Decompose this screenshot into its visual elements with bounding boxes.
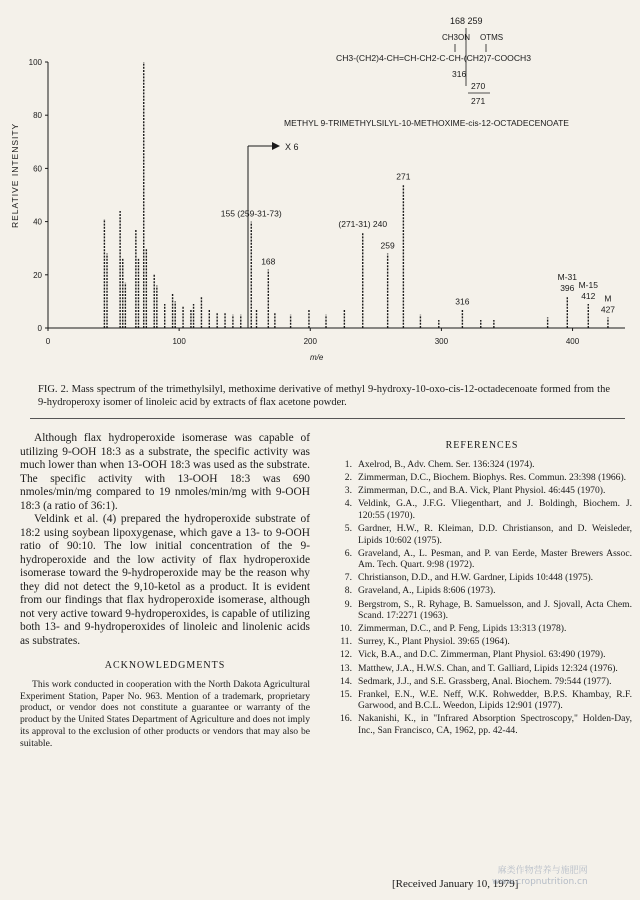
mass-spectrum-figure xyxy=(0,0,640,380)
magnification-label: X 6 xyxy=(285,142,299,152)
peak-label: 155 (259-31-73) xyxy=(220,208,282,219)
substituent-otms: OTMS xyxy=(480,33,504,42)
reference-number: 2. xyxy=(344,472,352,484)
caption-rule xyxy=(30,418,625,419)
peak-label: 259 xyxy=(380,240,395,251)
right-column xyxy=(332,432,632,738)
left-column xyxy=(20,432,310,749)
fragment-label-271: 271 xyxy=(471,96,486,106)
compound-name: METHYL 9-TRIMETHYLSILYL-10-METHOXIME-cis-12-OCTADECENOATE xyxy=(284,118,569,128)
reference-text: Zimmerman, D.C., and P. Feng, Lipids 13:313 (1978). xyxy=(358,623,567,635)
peak-label: 316 xyxy=(455,296,470,307)
reference-number: 11. xyxy=(340,636,352,648)
x-tick-label: 200 xyxy=(303,337,317,346)
y-axis-label: RELATIVE INTENSITY xyxy=(10,122,20,228)
reference-item xyxy=(332,663,632,675)
figure-caption: FIG. 2. Mass spectrum of the trimethylsilyl, methoxime derivative of methyl 9-hydroxy-10-oxo-cis-12-octadecenoate formed from the 9-hydroperoxy isomer of linoleic acid by extracts of flax acetone powder. xyxy=(38,384,610,408)
molecular-structure xyxy=(284,16,569,128)
reference-text: Vick, B.A., and D.C. Zimmerman, Plant Physiol. 63:490 (1979). xyxy=(358,649,606,661)
reference-text: Nakanishi, K., in "Infrared Absorption Spectroscopy," Holden-Day, Inc., San Francisco, CA, 1962, pp. 42-44. xyxy=(358,713,632,736)
peak-labels xyxy=(221,171,616,314)
spectrum-peaks xyxy=(104,62,608,328)
reference-number: 10. xyxy=(340,623,352,635)
reference-text: Axelrod, B., Adv. Chem. Ser. 136:324 (1974). xyxy=(358,459,535,470)
reference-text: Graveland, A., L. Pesman, and P. van Eerde, Master Brewers Assoc. Am. Tech. Quart. 9:98 (1972). xyxy=(358,547,632,571)
reference-number: 9. xyxy=(344,598,352,610)
reference-number: 13. xyxy=(340,662,352,674)
reference-item xyxy=(332,585,632,597)
reference-item xyxy=(332,572,632,584)
watermark-line: www.cropnutrition.cn xyxy=(492,877,588,887)
reference-text: Gardner, H.W., R. Kleiman, D.D. Christianson, and D. Weisleder, Lipids 10:602 (1975). xyxy=(358,522,632,546)
reference-number: 3. xyxy=(344,485,352,497)
y-ticks xyxy=(29,58,48,333)
y-tick-label: 20 xyxy=(33,270,42,280)
x-tick-label: 400 xyxy=(565,337,580,346)
body-paragraph: Although flax hydroperoxide isomerase was capable of utilizing 9-OOH 18:3 as a substrate, the specific activity was much lower than when 13-OOH 18:3 was used as the substrate. The specific activity with 13-OOH 18:3 was 690 nmoles/min/mg compared to 19 nmoles/min/mg with 9-OOH 18:3 (a ratio of 36:1). xyxy=(20,432,310,512)
reference-item xyxy=(332,689,632,712)
reference-text: Frankel, E.N., W.E. Neff, W.K. Rohwedder, B.P.S. Khambay, R.F. Garwood, and B.C.L. Weedon, Lipids 12:901 (1977). xyxy=(358,688,632,712)
acknowledgments-heading: ACKNOWLEDGMENTS xyxy=(104,660,226,671)
reference-item xyxy=(332,649,632,661)
reference-text: Sedmark, J.J., and S.E. Grassberg, Anal. Biochem. 79:544 (1977). xyxy=(358,675,612,687)
peak-label: M-15 xyxy=(578,280,598,291)
reference-text: Surrey, K., Plant Physiol. 39:65 (1964). xyxy=(358,636,510,648)
y-tick-label: 100 xyxy=(28,58,42,67)
references-heading: REFERENCES xyxy=(445,440,519,451)
reference-number: 4. xyxy=(344,498,352,510)
peak-label: 412 xyxy=(581,291,596,302)
magnification-arrowhead xyxy=(272,142,280,150)
reference-text: Veldink, G.A., J.F.G. Vliegenthart, and J. Boldingh, Biochem. J. 120:55 (1970). xyxy=(358,498,632,521)
reference-list xyxy=(332,459,632,737)
body-text xyxy=(20,432,310,648)
x-ticks xyxy=(46,328,580,346)
reference-number: 7. xyxy=(344,572,352,584)
reference-item xyxy=(332,523,632,546)
watermark xyxy=(492,866,588,888)
reference-text: Zimmerman, D.C., and B.A. Vick, Plant Physiol. 46:445 (1970). xyxy=(358,485,606,497)
reference-text: Matthew, J.A., H.W.S. Chan, and T. Galliard, Lipids 12:324 (1976). xyxy=(358,662,618,674)
reference-number: 8. xyxy=(344,585,352,597)
fragment-label-316: 316 xyxy=(452,69,467,79)
y-tick-label: 60 xyxy=(33,164,42,174)
substituent-methoxime: CH3ON xyxy=(442,33,471,42)
fragment-label-270: 270 xyxy=(471,81,486,91)
peak-label: 271 xyxy=(396,171,411,182)
peak-label: 168 xyxy=(261,256,276,267)
reference-item xyxy=(332,485,632,497)
reference-item xyxy=(332,472,632,484)
x-tick-label: 100 xyxy=(172,337,186,346)
x-tick-label: 300 xyxy=(434,337,449,346)
peak-label: M xyxy=(604,293,612,304)
reference-number: 5. xyxy=(344,522,352,534)
reference-item xyxy=(332,676,632,688)
reference-item xyxy=(332,599,632,622)
reference-item xyxy=(332,548,632,571)
fragment-label-upper: 168 259 xyxy=(450,16,483,26)
x-axis-label: m/e xyxy=(310,353,324,362)
reference-number: 15. xyxy=(340,688,352,700)
reference-item xyxy=(332,623,632,635)
reference-text: Zimmerman, D.C., Biochem. Biophys. Res. Commun. 23:398 (1966). xyxy=(358,472,627,484)
received-date: [Received January 10, 1979] xyxy=(392,878,519,890)
reference-item xyxy=(332,713,632,736)
peak-label: M-31 xyxy=(557,272,577,283)
reference-number: 6. xyxy=(344,547,352,559)
reference-number: 12. xyxy=(340,649,352,661)
y-tick-label: 0 xyxy=(37,324,42,333)
x-tick-label: 0 xyxy=(45,337,51,346)
reference-text: Graveland, A., Lipids 8:606 (1973). xyxy=(358,585,496,597)
structural-formula: CH3-(CH2)4-CH=CH-CH2-C-CH-(CH2)7-COOCH3 xyxy=(336,53,532,63)
reference-text: Bergstrom, S., R. Ryhage, B. Samuelsson, and J. Sjovall, Acta Chem. Scand. 17:2271 (1963). xyxy=(358,598,632,622)
y-tick-label: 80 xyxy=(33,111,42,121)
acknowledgments-text: This work conducted in cooperation with the North Dakota Agricultural Experiment Station, Paper No. 963. Mention of a trademark, proprietary product, or vendor does not constitute a guarantee or warranty of the product by the United States Department of Agriculture and does not imply its approval to the exclusion of other products or vendors that may also be suitable. xyxy=(20,679,310,749)
y-tick-label: 40 xyxy=(33,217,42,227)
watermark-line: 麻类作物营养与施肥网 xyxy=(497,866,588,876)
reference-item xyxy=(332,459,632,471)
peak-label: 396 xyxy=(560,283,575,294)
reference-item xyxy=(332,636,632,648)
reference-number: 1. xyxy=(344,459,352,470)
body-paragraph: Veldink et al. (4) prepared the hydroperoxide substrate of 18:2 using soybean lipoxygenase, which gave a 13- to 9-OOH ratio of 90:10. The low initial concentration of the 9-hydroperoxide and the low activity of flax hydroperoxide isomerase toward the 9-hydroperoxide may be the reason why they did not detect the 9,10-ketol as a product. It is evident from our findings that flax hydroperoxide isomerase, although not very active toward 9-hydroperoxides, is capable of utilizing both 13- and 9-hydroperoxides of linoleic and linolenic acids as substrates. xyxy=(20,513,310,647)
peak-label: 427 xyxy=(600,304,616,315)
peak-label: (271-31) 240 xyxy=(338,219,388,230)
reference-text: Christianson, D.D., and H.W. Gardner, Lipids 10:448 (1975). xyxy=(358,572,594,584)
reference-item xyxy=(332,498,632,521)
reference-number: 16. xyxy=(340,713,352,725)
reference-number: 14. xyxy=(340,675,352,687)
